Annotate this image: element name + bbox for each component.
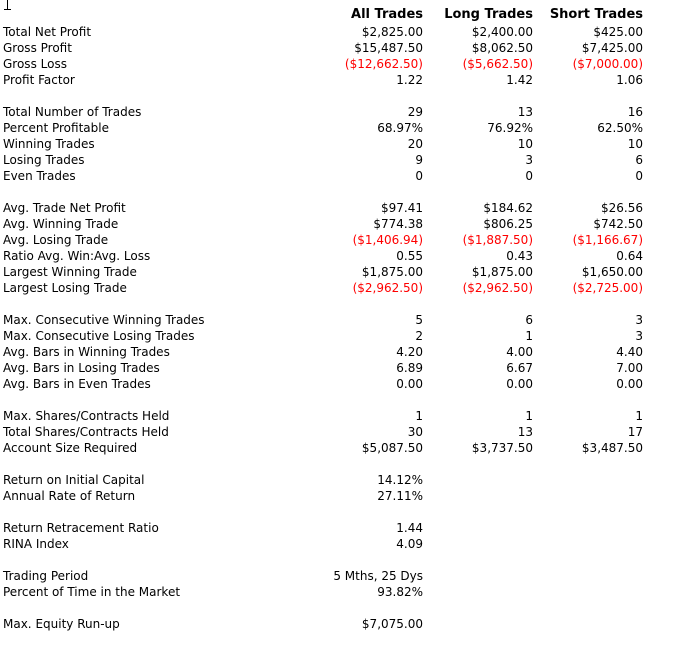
cell-long-trades: 6 bbox=[525, 313, 533, 327]
table-row bbox=[0, 616, 690, 632]
table-row bbox=[0, 568, 690, 584]
cell-all-trades: 1 bbox=[415, 409, 423, 423]
row-label: Winning Trades bbox=[3, 137, 95, 151]
table-row bbox=[0, 72, 690, 88]
table-row bbox=[0, 40, 690, 56]
cell-long-trades: $1,875.00 bbox=[471, 265, 533, 279]
cell-all-trades: 5 bbox=[415, 313, 423, 327]
table-row bbox=[0, 344, 690, 360]
cell-long-trades: 6.67 bbox=[506, 361, 533, 375]
table-row bbox=[0, 152, 690, 168]
cell-all-trades: ($2,962.50) bbox=[352, 281, 423, 295]
cell-short-trades: 7.00 bbox=[616, 361, 643, 375]
cell-long-trades: 1.42 bbox=[506, 73, 533, 87]
cell-short-trades: 62.50% bbox=[597, 121, 643, 135]
table-row bbox=[0, 248, 690, 264]
table-row bbox=[0, 376, 690, 392]
row-label: Return Retracement Ratio bbox=[3, 521, 159, 535]
row-label: Total Number of Trades bbox=[3, 105, 142, 119]
cell-all-trades: 14.12% bbox=[377, 473, 423, 487]
table-row bbox=[0, 136, 690, 152]
row-label: Avg. Bars in Losing Trades bbox=[3, 361, 160, 375]
table-row bbox=[0, 536, 690, 552]
row-label: Max. Consecutive Losing Trades bbox=[3, 329, 195, 343]
table-row bbox=[0, 200, 690, 216]
cell-all-trades: 1.22 bbox=[396, 73, 423, 87]
cell-long-trades: 76.92% bbox=[487, 121, 533, 135]
cell-long-trades: 1 bbox=[525, 409, 533, 423]
row-label: Gross Profit bbox=[3, 41, 72, 55]
cell-long-trades: ($2,962.50) bbox=[462, 281, 533, 295]
cell-all-trades: $97.41 bbox=[381, 201, 423, 215]
row-label: Profit Factor bbox=[3, 73, 75, 87]
table-row bbox=[0, 328, 690, 344]
cell-short-trades: $3,487.50 bbox=[581, 441, 643, 455]
table-row bbox=[0, 408, 690, 424]
row-label: Percent Profitable bbox=[3, 121, 109, 135]
cell-all-trades: 4.09 bbox=[396, 537, 423, 551]
row-label: RINA Index bbox=[3, 537, 69, 551]
cell-short-trades: 1.06 bbox=[616, 73, 643, 87]
cell-all-trades: $2,825.00 bbox=[361, 25, 423, 39]
cell-long-trades: ($1,887.50) bbox=[462, 233, 533, 247]
table-row bbox=[0, 56, 690, 72]
row-label: Total Net Profit bbox=[3, 25, 92, 39]
row-label: Avg. Trade Net Profit bbox=[3, 201, 126, 215]
cell-all-trades: 9 bbox=[415, 153, 423, 167]
cell-short-trades: 4.40 bbox=[616, 345, 643, 359]
cell-long-trades: 3 bbox=[525, 153, 533, 167]
cell-short-trades: 0.00 bbox=[616, 377, 643, 391]
cell-short-trades: 0.64 bbox=[616, 249, 643, 263]
cell-all-trades: 27.11% bbox=[377, 489, 423, 503]
row-label: Ratio Avg. Win:Avg. Loss bbox=[3, 249, 151, 263]
cell-long-trades: ($5,662.50) bbox=[462, 57, 533, 71]
table-row bbox=[0, 424, 690, 440]
row-label: Total Shares/Contracts Held bbox=[3, 425, 169, 439]
row-label: Even Trades bbox=[3, 169, 76, 183]
cell-long-trades: 13 bbox=[517, 105, 533, 119]
cell-long-trades: $806.25 bbox=[483, 217, 533, 231]
row-label: Trading Period bbox=[3, 569, 89, 583]
row-label: Max. Shares/Contracts Held bbox=[3, 409, 170, 423]
table-row bbox=[0, 216, 690, 232]
cell-short-trades: ($7,000.00) bbox=[572, 57, 643, 71]
cell-short-trades: 6 bbox=[635, 153, 643, 167]
table-row bbox=[0, 360, 690, 376]
cell-all-trades: 4.20 bbox=[396, 345, 423, 359]
row-label: Losing Trades bbox=[3, 153, 85, 167]
cell-all-trades: 30 bbox=[407, 425, 423, 439]
cell-short-trades: 3 bbox=[635, 313, 643, 327]
cell-long-trades: $184.62 bbox=[483, 201, 533, 215]
cell-short-trades: $742.50 bbox=[593, 217, 643, 231]
row-label: Annual Rate of Return bbox=[3, 489, 136, 503]
cell-all-trades: $5,087.50 bbox=[361, 441, 423, 455]
cell-long-trades: 4.00 bbox=[506, 345, 533, 359]
cell-long-trades: 10 bbox=[517, 137, 533, 151]
row-label: Max. Equity Run-up bbox=[3, 617, 120, 631]
cell-short-trades: 0 bbox=[635, 169, 643, 183]
cell-short-trades: $1,650.00 bbox=[581, 265, 643, 279]
cell-short-trades: ($2,725.00) bbox=[572, 281, 643, 295]
row-label: Avg. Winning Trade bbox=[3, 217, 119, 231]
cell-short-trades: 1 bbox=[635, 409, 643, 423]
cell-all-trades: 5 Mths, 25 Dys bbox=[333, 569, 423, 583]
cell-long-trades: 0.43 bbox=[506, 249, 533, 263]
cell-all-trades: 6.89 bbox=[396, 361, 423, 375]
cell-short-trades: 10 bbox=[627, 137, 643, 151]
cell-short-trades: $425.00 bbox=[593, 25, 643, 39]
row-label: Largest Losing Trade bbox=[3, 281, 127, 295]
cell-all-trades: $1,875.00 bbox=[361, 265, 423, 279]
table-row bbox=[0, 120, 690, 136]
cell-all-trades: 68.97% bbox=[377, 121, 423, 135]
text-cursor-icon bbox=[3, 0, 12, 10]
table-row bbox=[0, 584, 690, 600]
table-row bbox=[0, 264, 690, 280]
cell-short-trades: 16 bbox=[627, 105, 643, 119]
cell-all-trades: 1.44 bbox=[396, 521, 423, 535]
cell-all-trades: 0.00 bbox=[396, 377, 423, 391]
row-label: Account Size Required bbox=[3, 441, 138, 455]
cell-all-trades: 2 bbox=[415, 329, 423, 343]
table-row bbox=[0, 104, 690, 120]
cell-long-trades: 1 bbox=[525, 329, 533, 343]
table-row bbox=[0, 472, 690, 488]
table-row bbox=[0, 488, 690, 504]
table-row bbox=[0, 312, 690, 328]
cell-long-trades: $8,062.50 bbox=[471, 41, 533, 55]
table-row bbox=[0, 440, 690, 456]
row-label: Largest Winning Trade bbox=[3, 265, 137, 279]
cell-short-trades: ($1,166.67) bbox=[572, 233, 643, 247]
cell-long-trades: $2,400.00 bbox=[471, 25, 533, 39]
cell-long-trades: 0 bbox=[525, 169, 533, 183]
cell-long-trades: $3,737.50 bbox=[471, 441, 533, 455]
cell-short-trades: 3 bbox=[635, 329, 643, 343]
cell-short-trades: 17 bbox=[627, 425, 643, 439]
cell-all-trades: 0.55 bbox=[396, 249, 423, 263]
cell-all-trades: 29 bbox=[407, 105, 423, 119]
cell-all-trades: 0 bbox=[415, 169, 423, 183]
cell-long-trades: 13 bbox=[517, 425, 533, 439]
table-row bbox=[0, 24, 690, 40]
table-row bbox=[0, 520, 690, 536]
cell-long-trades: 0.00 bbox=[506, 377, 533, 391]
row-label: Avg. Losing Trade bbox=[3, 233, 109, 247]
cell-short-trades: $7,425.00 bbox=[581, 41, 643, 55]
table-row bbox=[0, 232, 690, 248]
cell-short-trades: $26.56 bbox=[601, 201, 643, 215]
header-all-trades: All Trades bbox=[351, 7, 423, 22]
row-label: Max. Consecutive Winning Trades bbox=[3, 313, 205, 327]
cell-all-trades: ($1,406.94) bbox=[352, 233, 423, 247]
row-label: Avg. Bars in Even Trades bbox=[3, 377, 151, 391]
cell-all-trades: ($12,662.50) bbox=[344, 57, 423, 71]
table-row bbox=[0, 168, 690, 184]
table-row bbox=[0, 280, 690, 296]
cell-all-trades: 93.82% bbox=[377, 585, 423, 599]
cell-all-trades: $774.38 bbox=[373, 217, 423, 231]
header-long-trades: Long Trades bbox=[444, 7, 533, 22]
cell-all-trades: $7,075.00 bbox=[361, 617, 423, 631]
row-label: Avg. Bars in Winning Trades bbox=[3, 345, 170, 359]
row-label: Return on Initial Capital bbox=[3, 473, 145, 487]
row-label: Percent of Time in the Market bbox=[3, 585, 181, 599]
cell-all-trades: 20 bbox=[407, 137, 423, 151]
cell-all-trades: $15,487.50 bbox=[354, 41, 423, 55]
header-short-trades: Short Trades bbox=[549, 7, 643, 22]
row-label: Gross Loss bbox=[3, 57, 67, 71]
